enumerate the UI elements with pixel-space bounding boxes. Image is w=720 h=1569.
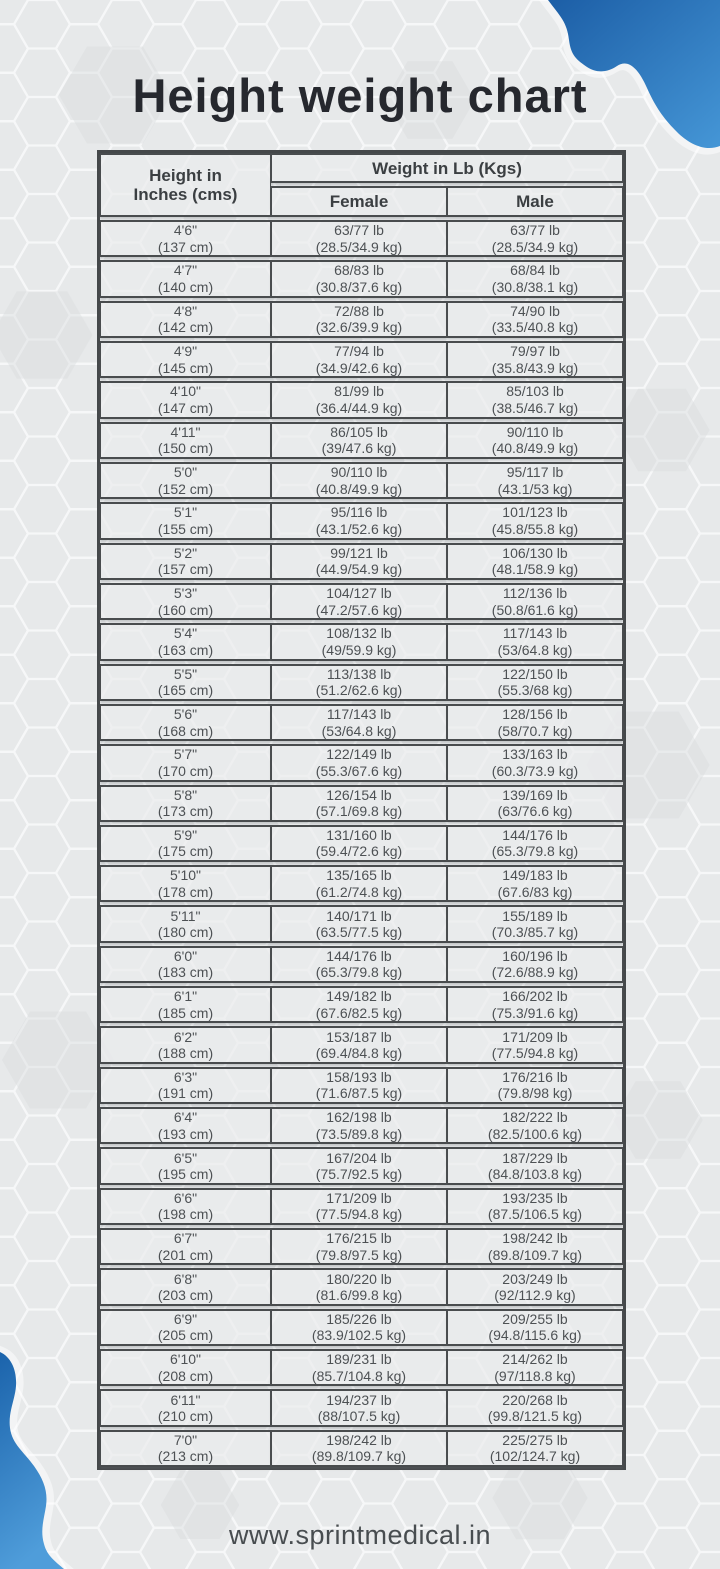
female-weight-cell xyxy=(271,1147,447,1184)
female-weight-lb: 81/99 lb xyxy=(334,383,384,400)
height-cm: (195 cm) xyxy=(157,1166,214,1183)
male-weight-lb: 182/222 lb xyxy=(502,1109,568,1126)
female-weight-kg: (44.9/54.9 kg) xyxy=(315,561,403,578)
female-weight-kg: (63.5/77.5 kg) xyxy=(315,924,403,941)
male-weight-cell xyxy=(447,664,623,701)
height-cell xyxy=(100,502,271,539)
height-cell xyxy=(100,543,271,580)
height-feet-inches: 6'6" xyxy=(173,1189,198,1206)
female-weight-cell xyxy=(271,865,447,902)
height-cell xyxy=(100,865,271,902)
female-weight-kg: (55.3/67.6 kg) xyxy=(315,762,403,779)
male-weight-lb: 85/103 lb xyxy=(506,383,564,400)
height-cm: (201 cm) xyxy=(157,1246,214,1263)
male-weight-lb: 187/229 lb xyxy=(502,1149,568,1166)
height-cell xyxy=(100,462,271,499)
male-weight-cell xyxy=(447,623,623,660)
female-weight-kg: (49/59.9 kg) xyxy=(321,641,397,658)
female-weight-cell xyxy=(271,260,447,297)
female-weight-cell xyxy=(271,623,447,660)
height-feet-inches: 4'10" xyxy=(169,383,201,400)
female-weight-kg: (61.2/74.8 kg) xyxy=(315,883,403,900)
height-cm: (137 cm) xyxy=(157,238,214,255)
height-feet-inches: 5'8" xyxy=(173,786,198,803)
male-weight-cell xyxy=(447,1188,623,1225)
height-cm: (208 cm) xyxy=(157,1367,214,1384)
height-cm: (205 cm) xyxy=(157,1327,214,1344)
height-cm: (175 cm) xyxy=(157,843,214,860)
male-weight-kg: (60.3/73.9 kg) xyxy=(491,762,579,779)
female-weight-cell xyxy=(271,1107,447,1144)
female-weight-lb: 77/94 lb xyxy=(334,343,384,360)
height-cell xyxy=(100,1430,271,1467)
height-feet-inches: 5'11" xyxy=(170,907,201,924)
male-weight-cell xyxy=(447,341,623,378)
male-weight-kg: (40.8/49.9 kg) xyxy=(491,440,579,457)
height-cm: (210 cm) xyxy=(157,1408,214,1424)
height-cell xyxy=(100,1026,271,1063)
female-weight-cell xyxy=(271,1430,447,1467)
male-weight-lb: 122/150 lb xyxy=(502,665,568,682)
height-cell xyxy=(100,1107,271,1144)
height-cm: (163 cm) xyxy=(157,641,214,658)
female-weight-cell xyxy=(271,301,447,338)
website-text: www.sprintmedical.in xyxy=(228,1520,492,1550)
male-weight-cell xyxy=(447,260,623,297)
height-cell xyxy=(100,744,271,781)
height-weight-table xyxy=(97,150,626,1470)
female-weight-kg: (79.8/97.5 kg) xyxy=(315,1246,403,1263)
height-cell xyxy=(100,664,271,701)
male-weight-kg: (65.3/79.8 kg) xyxy=(491,843,579,860)
height-feet-inches: 6'10" xyxy=(169,1351,201,1368)
height-feet-inches: 6'9" xyxy=(173,1310,198,1327)
female-weight-kg: (75.7/92.5 kg) xyxy=(315,1166,403,1183)
height-feet-inches: 5'0" xyxy=(173,464,198,481)
male-weight-cell xyxy=(447,543,623,580)
male-weight-lb: 74/90 lb xyxy=(510,302,560,319)
female-weight-lb: 140/171 lb xyxy=(326,907,392,924)
height-feet-inches: 5'9" xyxy=(173,826,198,843)
height-cell xyxy=(100,1349,271,1386)
female-weight-lb: 180/220 lb xyxy=(326,1270,392,1287)
height-feet-inches: 6'7" xyxy=(173,1230,198,1247)
male-weight-cell xyxy=(447,704,623,741)
female-weight-cell xyxy=(271,1268,447,1305)
male-weight-lb: 203/249 lb xyxy=(502,1270,568,1287)
female-weight-lb: 68/83 lb xyxy=(334,262,384,279)
male-weight-cell xyxy=(447,1107,623,1144)
height-cell xyxy=(100,946,271,983)
male-weight-cell xyxy=(447,1067,623,1104)
height-cm: (203 cm) xyxy=(157,1287,214,1304)
male-weight-kg: (87.5/106.5 kg) xyxy=(487,1206,583,1223)
male-weight-cell xyxy=(447,744,623,781)
female-weight-lb: 185/226 lb xyxy=(326,1310,392,1327)
female-weight-cell xyxy=(271,1228,447,1265)
female-weight-kg: (36.4/44.9 kg) xyxy=(315,399,403,416)
height-feet-inches: 5'3" xyxy=(173,585,198,602)
female-weight-cell xyxy=(271,1389,447,1426)
male-weight-kg: (30.8/38.1 kg) xyxy=(491,278,579,295)
female-weight-lb: 149/182 lb xyxy=(326,988,392,1005)
height-cm: (168 cm) xyxy=(157,722,214,739)
male-weight-lb: 225/275 lb xyxy=(502,1431,568,1448)
male-weight-kg: (67.6/83 kg) xyxy=(497,883,573,900)
male-weight-lb: 144/176 lb xyxy=(502,826,568,843)
female-weight-cell xyxy=(271,543,447,580)
male-weight-lb: 133/163 lb xyxy=(502,746,568,763)
male-weight-cell xyxy=(447,502,623,539)
male-weight-cell xyxy=(447,422,623,459)
male-weight-cell xyxy=(447,1349,623,1386)
female-weight-cell xyxy=(271,381,447,418)
height-cell xyxy=(100,422,271,459)
female-weight-kg: (32.6/39.9 kg) xyxy=(315,319,403,336)
male-weight-lb: 149/183 lb xyxy=(502,867,568,884)
female-weight-kg: (65.3/79.8 kg) xyxy=(315,964,403,981)
male-weight-kg: (77.5/94.8 kg) xyxy=(491,1045,579,1062)
female-weight-lb: 117/143 lb xyxy=(326,706,392,723)
height-feet-inches: 5'2" xyxy=(173,544,198,561)
male-weight-kg: (38.5/46.7 kg) xyxy=(491,399,579,416)
male-weight-cell xyxy=(447,1147,623,1184)
height-feet-inches: 6'11" xyxy=(170,1391,201,1408)
female-weight-kg: (89.8/109.7 kg) xyxy=(311,1448,407,1465)
male-weight-kg: (70.3/85.7 kg) xyxy=(491,924,579,941)
height-feet-inches: 5'7" xyxy=(173,746,198,763)
female-weight-cell xyxy=(271,1349,447,1386)
height-cell xyxy=(100,381,271,418)
height-cm: (147 cm) xyxy=(157,399,214,416)
female-weight-kg: (71.6/87.5 kg) xyxy=(315,1085,403,1102)
female-weight-kg: (83.9/102.5 kg) xyxy=(311,1327,407,1344)
male-weight-kg: (99.8/121.5 kg) xyxy=(487,1408,583,1424)
female-weight-cell xyxy=(271,946,447,983)
male-weight-kg: (55.3/68 kg) xyxy=(497,682,573,699)
height-feet-inches: 7'0" xyxy=(173,1431,198,1448)
height-cm: (152 cm) xyxy=(157,480,214,497)
male-weight-kg: (28.5/34.9 kg) xyxy=(491,238,579,255)
male-weight-cell xyxy=(447,583,623,620)
female-weight-lb: 158/193 lb xyxy=(326,1068,392,1085)
male-weight-lb: 117/143 lb xyxy=(502,625,568,642)
female-weight-lb: 189/231 lb xyxy=(326,1351,392,1368)
male-weight-cell xyxy=(447,946,623,983)
male-weight-cell xyxy=(447,1026,623,1063)
male-weight-lb: 139/169 lb xyxy=(502,786,568,803)
height-cell xyxy=(100,1389,271,1426)
height-feet-inches: 6'3" xyxy=(173,1068,198,1085)
height-cell xyxy=(100,785,271,822)
height-cm: (213 cm) xyxy=(157,1448,214,1465)
female-weight-cell xyxy=(271,1309,447,1346)
height-cm: (145 cm) xyxy=(157,359,214,376)
height-cm: (183 cm) xyxy=(157,964,214,981)
height-feet-inches: 6'0" xyxy=(173,947,198,964)
height-cell xyxy=(100,220,271,257)
female-weight-lb: 198/242 lb xyxy=(326,1431,392,1448)
height-cm: (170 cm) xyxy=(157,762,214,779)
height-feet-inches: 4'7" xyxy=(173,262,198,279)
male-weight-kg: (82.5/100.6 kg) xyxy=(487,1125,583,1142)
height-feet-inches: 5'10" xyxy=(169,867,201,884)
height-feet-inches: 5'5" xyxy=(173,665,198,682)
header-height-line1: Height in xyxy=(149,166,222,185)
male-weight-kg: (89.8/109.7 kg) xyxy=(487,1246,583,1263)
female-weight-cell xyxy=(271,744,447,781)
male-weight-cell xyxy=(447,986,623,1023)
male-weight-lb: 198/242 lb xyxy=(502,1230,568,1247)
male-weight-kg: (63/76.6 kg) xyxy=(497,803,573,820)
height-cell xyxy=(100,623,271,660)
female-weight-kg: (53/64.8 kg) xyxy=(321,722,397,739)
female-weight-kg: (39/47.6 kg) xyxy=(321,440,397,457)
height-cell xyxy=(100,1147,271,1184)
height-cell xyxy=(100,1067,271,1104)
male-weight-lb: 79/97 lb xyxy=(510,343,560,360)
female-weight-lb: 95/116 lb xyxy=(330,504,388,521)
female-weight-lb: 108/132 lb xyxy=(326,625,392,642)
female-weight-kg: (43.1/52.6 kg) xyxy=(315,520,403,537)
height-cm: (185 cm) xyxy=(157,1004,214,1021)
male-weight-kg: (72.6/88.9 kg) xyxy=(491,964,579,981)
female-weight-lb: 90/110 lb xyxy=(330,464,388,481)
female-weight-cell xyxy=(271,462,447,499)
female-weight-lb: 135/165 lb xyxy=(326,867,392,884)
male-weight-lb: 209/255 lb xyxy=(502,1310,568,1327)
height-cm: (140 cm) xyxy=(157,278,214,295)
female-weight-lb: 194/237 lb xyxy=(326,1391,392,1408)
male-weight-cell xyxy=(447,865,623,902)
height-feet-inches: 6'2" xyxy=(173,1028,198,1045)
female-weight-lb: 167/204 lb xyxy=(326,1149,392,1166)
female-weight-lb: 126/154 lb xyxy=(326,786,392,803)
female-weight-kg: (69.4/84.8 kg) xyxy=(315,1045,403,1062)
female-weight-lb: 171/209 lb xyxy=(326,1189,392,1206)
header-female-column: Female xyxy=(271,186,447,217)
height-cm: (193 cm) xyxy=(157,1125,214,1142)
female-weight-kg: (47.2/57.6 kg) xyxy=(315,601,403,618)
male-weight-kg: (92/112.9 kg) xyxy=(494,1287,576,1304)
female-weight-cell xyxy=(271,220,447,257)
female-weight-cell xyxy=(271,422,447,459)
male-weight-lb: 63/77 lb xyxy=(510,222,560,239)
female-weight-cell xyxy=(271,1188,447,1225)
height-cell xyxy=(100,260,271,297)
female-weight-cell xyxy=(271,583,447,620)
female-weight-lb: 113/138 lb xyxy=(326,665,392,682)
height-feet-inches: 5'4" xyxy=(173,625,198,642)
female-weight-cell xyxy=(271,825,447,862)
male-weight-kg: (79.8/98 kg) xyxy=(497,1085,573,1102)
height-feet-inches: 6'5" xyxy=(173,1149,198,1166)
female-weight-lb: 162/198 lb xyxy=(326,1109,392,1126)
height-feet-inches: 6'4" xyxy=(173,1109,198,1126)
height-cell xyxy=(100,704,271,741)
height-cell xyxy=(100,341,271,378)
female-weight-kg: (73.5/89.8 kg) xyxy=(315,1125,403,1142)
male-weight-lb: 160/196 lb xyxy=(502,947,568,964)
male-weight-lb: 101/123 lb xyxy=(502,504,568,521)
header-height-column xyxy=(100,153,271,217)
female-weight-kg: (28.5/34.9 kg) xyxy=(315,238,403,255)
height-feet-inches: 4'8" xyxy=(173,302,198,319)
height-cm: (155 cm) xyxy=(157,520,214,537)
male-weight-lb: 220/268 lb xyxy=(502,1391,568,1408)
male-weight-kg: (75.3/91.6 kg) xyxy=(491,1004,579,1021)
male-weight-cell xyxy=(447,381,623,418)
height-cell xyxy=(100,301,271,338)
height-cm: (142 cm) xyxy=(157,319,214,336)
female-weight-kg: (30.8/37.6 kg) xyxy=(315,278,403,295)
male-weight-cell xyxy=(447,1430,623,1467)
male-weight-cell xyxy=(447,220,623,257)
male-weight-lb: 171/209 lb xyxy=(502,1028,568,1045)
height-feet-inches: 4'9" xyxy=(173,343,198,360)
height-cm: (191 cm) xyxy=(157,1085,214,1102)
male-weight-lb: 193/235 lb xyxy=(502,1189,568,1206)
height-cell xyxy=(100,1188,271,1225)
male-weight-lb: 128/156 lb xyxy=(502,706,568,723)
female-weight-kg: (59.4/72.6 kg) xyxy=(315,843,403,860)
height-cell xyxy=(100,986,271,1023)
male-weight-lb: 68/84 lb xyxy=(510,262,560,279)
header-weight-group: Weight in Lb (Kgs) xyxy=(271,153,623,183)
female-weight-cell xyxy=(271,502,447,539)
female-weight-cell xyxy=(271,905,447,942)
female-weight-kg: (85.7/104.8 kg) xyxy=(311,1367,407,1384)
male-weight-cell xyxy=(447,301,623,338)
male-weight-kg: (94.8/115.6 kg) xyxy=(488,1327,582,1344)
male-weight-kg: (45.8/55.8 kg) xyxy=(491,520,579,537)
male-weight-lb: 90/110 lb xyxy=(506,423,564,440)
male-weight-lb: 95/117 lb xyxy=(506,464,564,481)
male-weight-cell xyxy=(447,1268,623,1305)
male-weight-kg: (53/64.8 kg) xyxy=(497,641,573,658)
female-weight-lb: 131/160 lb xyxy=(326,826,392,843)
male-weight-cell xyxy=(447,785,623,822)
male-weight-cell xyxy=(447,1309,623,1346)
height-feet-inches: 6'1" xyxy=(173,988,198,1005)
male-weight-kg: (43.1/53 kg) xyxy=(497,480,573,497)
male-weight-kg: (33.5/40.8 kg) xyxy=(491,319,579,336)
female-weight-cell xyxy=(271,986,447,1023)
female-weight-kg: (34.9/42.6 kg) xyxy=(315,359,403,376)
female-weight-kg: (51.2/62.6 kg) xyxy=(315,682,403,699)
female-weight-kg: (81.6/99.8 kg) xyxy=(315,1287,403,1304)
male-weight-kg: (102/124.7 kg) xyxy=(489,1448,581,1465)
female-weight-cell xyxy=(271,1026,447,1063)
male-weight-kg: (84.8/103.8 kg) xyxy=(487,1166,583,1183)
female-weight-kg: (67.6/82.5 kg) xyxy=(315,1004,403,1021)
female-weight-cell xyxy=(271,1067,447,1104)
female-weight-lb: 86/105 lb xyxy=(330,423,388,440)
height-cell xyxy=(100,1309,271,1346)
height-cell xyxy=(100,1228,271,1265)
male-weight-cell xyxy=(447,1389,623,1426)
height-feet-inches: 5'6" xyxy=(173,706,198,723)
male-weight-lb: 214/262 lb xyxy=(502,1351,568,1368)
male-weight-cell xyxy=(447,825,623,862)
male-weight-lb: 166/202 lb xyxy=(502,988,568,1005)
height-cm: (165 cm) xyxy=(157,682,214,699)
female-weight-kg: (77.5/94.8 kg) xyxy=(315,1206,403,1223)
female-weight-lb: 104/127 lb xyxy=(326,585,392,602)
female-weight-kg: (57.1/69.8 kg) xyxy=(315,803,403,820)
female-weight-lb: 72/88 lb xyxy=(334,302,384,319)
male-weight-lb: 155/189 lb xyxy=(502,907,568,924)
male-weight-kg: (35.8/43.9 kg) xyxy=(491,359,579,376)
female-weight-cell xyxy=(271,785,447,822)
female-weight-cell xyxy=(271,341,447,378)
male-weight-kg: (48.1/58.9 kg) xyxy=(491,561,579,578)
male-weight-lb: 112/136 lb xyxy=(502,585,568,602)
page-title: Height weight chart xyxy=(132,69,588,122)
female-weight-lb: 63/77 lb xyxy=(334,222,384,239)
height-cm: (150 cm) xyxy=(157,440,214,457)
male-weight-kg: (58/70.7 kg) xyxy=(497,722,573,739)
male-weight-kg: (97/118.8 kg) xyxy=(494,1367,576,1384)
height-cm: (188 cm) xyxy=(157,1045,214,1062)
male-weight-cell xyxy=(447,1228,623,1265)
height-cm: (180 cm) xyxy=(157,924,214,941)
male-weight-cell xyxy=(447,905,623,942)
height-cm: (198 cm) xyxy=(157,1206,214,1223)
female-weight-lb: 122/149 lb xyxy=(326,746,392,763)
female-weight-lb: 153/187 lb xyxy=(326,1028,392,1045)
height-cm: (157 cm) xyxy=(157,561,214,578)
height-cell xyxy=(100,1268,271,1305)
height-cell xyxy=(100,825,271,862)
header-height-line2: Inches (cms) xyxy=(133,185,238,204)
male-weight-lb: 176/216 lb xyxy=(502,1068,568,1085)
height-feet-inches: 4'11" xyxy=(170,423,201,440)
female-weight-cell xyxy=(271,704,447,741)
height-cell xyxy=(100,905,271,942)
height-cm: (160 cm) xyxy=(157,601,214,618)
height-cell xyxy=(100,583,271,620)
height-feet-inches: 5'1" xyxy=(173,504,198,521)
height-feet-inches: 4'6" xyxy=(173,222,198,239)
male-weight-cell xyxy=(447,462,623,499)
height-cm: (178 cm) xyxy=(157,883,214,900)
header-male-column: Male xyxy=(447,186,623,217)
height-feet-inches: 6'8" xyxy=(173,1270,198,1287)
female-weight-lb: 176/215 lb xyxy=(326,1230,392,1247)
male-weight-kg: (50.8/61.6 kg) xyxy=(491,601,579,618)
female-weight-lb: 99/121 lb xyxy=(330,544,388,561)
female-weight-lb: 144/176 lb xyxy=(326,947,392,964)
female-weight-kg: (40.8/49.9 kg) xyxy=(315,480,403,497)
male-weight-lb: 106/130 lb xyxy=(502,544,568,561)
female-weight-cell xyxy=(271,664,447,701)
height-cm: (173 cm) xyxy=(157,803,214,820)
female-weight-kg: (88/107.5 kg) xyxy=(317,1408,401,1424)
